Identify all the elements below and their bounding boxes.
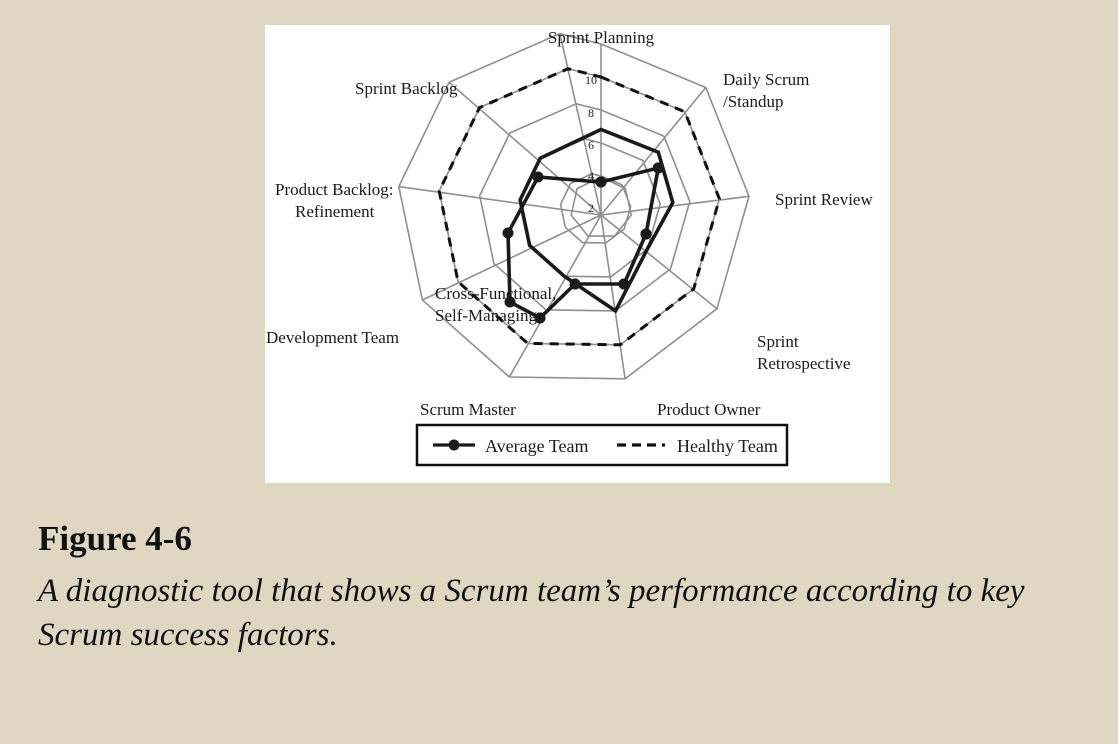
tick-label-10: 10 [585, 73, 597, 87]
radar-axis-labels [266, 28, 873, 419]
axis-label-daily-scrum-line2: /Standup [723, 92, 784, 111]
axis-label-dev-team-line2: Self-Managing [435, 306, 537, 325]
legend-label-average-team: Average Team [485, 436, 589, 456]
axis-label-sprint-retrospective-line2: Retrospective [757, 354, 851, 373]
tick-label-4: 4 [588, 169, 594, 183]
axis-label-sprint-review: Sprint Review [775, 190, 873, 209]
axis-label-scrum-master: Scrum Master [420, 400, 516, 419]
radar-chart [265, 25, 890, 483]
figure-number: Figure 4-6 [38, 519, 192, 558]
radial-tick-labels [585, 73, 597, 215]
axis-label-product-owner: Product Owner [657, 400, 761, 419]
axis-label-dev-team-line1: Cross-Functional, [435, 284, 557, 303]
axis-label-product-backlog-line2: Refinement [295, 202, 375, 221]
axis-label-product-backlog-line1: Product Backlog: [275, 180, 394, 199]
axis-label-daily-scrum-line1: Daily Scrum [723, 70, 810, 89]
figure-caption-block [38, 520, 1078, 658]
tick-label-2: 2 [588, 201, 594, 215]
axis-label-sprint-backlog: Sprint Backlog [355, 79, 458, 98]
figure-panel [265, 25, 890, 483]
figure-caption-text: A diagnostic tool that shows a Scrum team’s performance according to key Scrum success factors. [38, 572, 1025, 654]
tick-label-6: 6 [588, 138, 594, 152]
legend-label-healthy-team: Healthy Team [677, 436, 778, 456]
axis-label-sprint-planning: Sprint Planning [547, 28, 655, 47]
legend-marker-average-team [449, 440, 460, 451]
chart-legend [417, 425, 787, 465]
axis-label-sprint-retrospective-line1: Sprint [757, 332, 799, 351]
axis-label-dev-team-line3: Development Team [266, 328, 400, 347]
tick-label-8: 8 [588, 106, 594, 120]
radar-ring-2b [561, 174, 631, 243]
